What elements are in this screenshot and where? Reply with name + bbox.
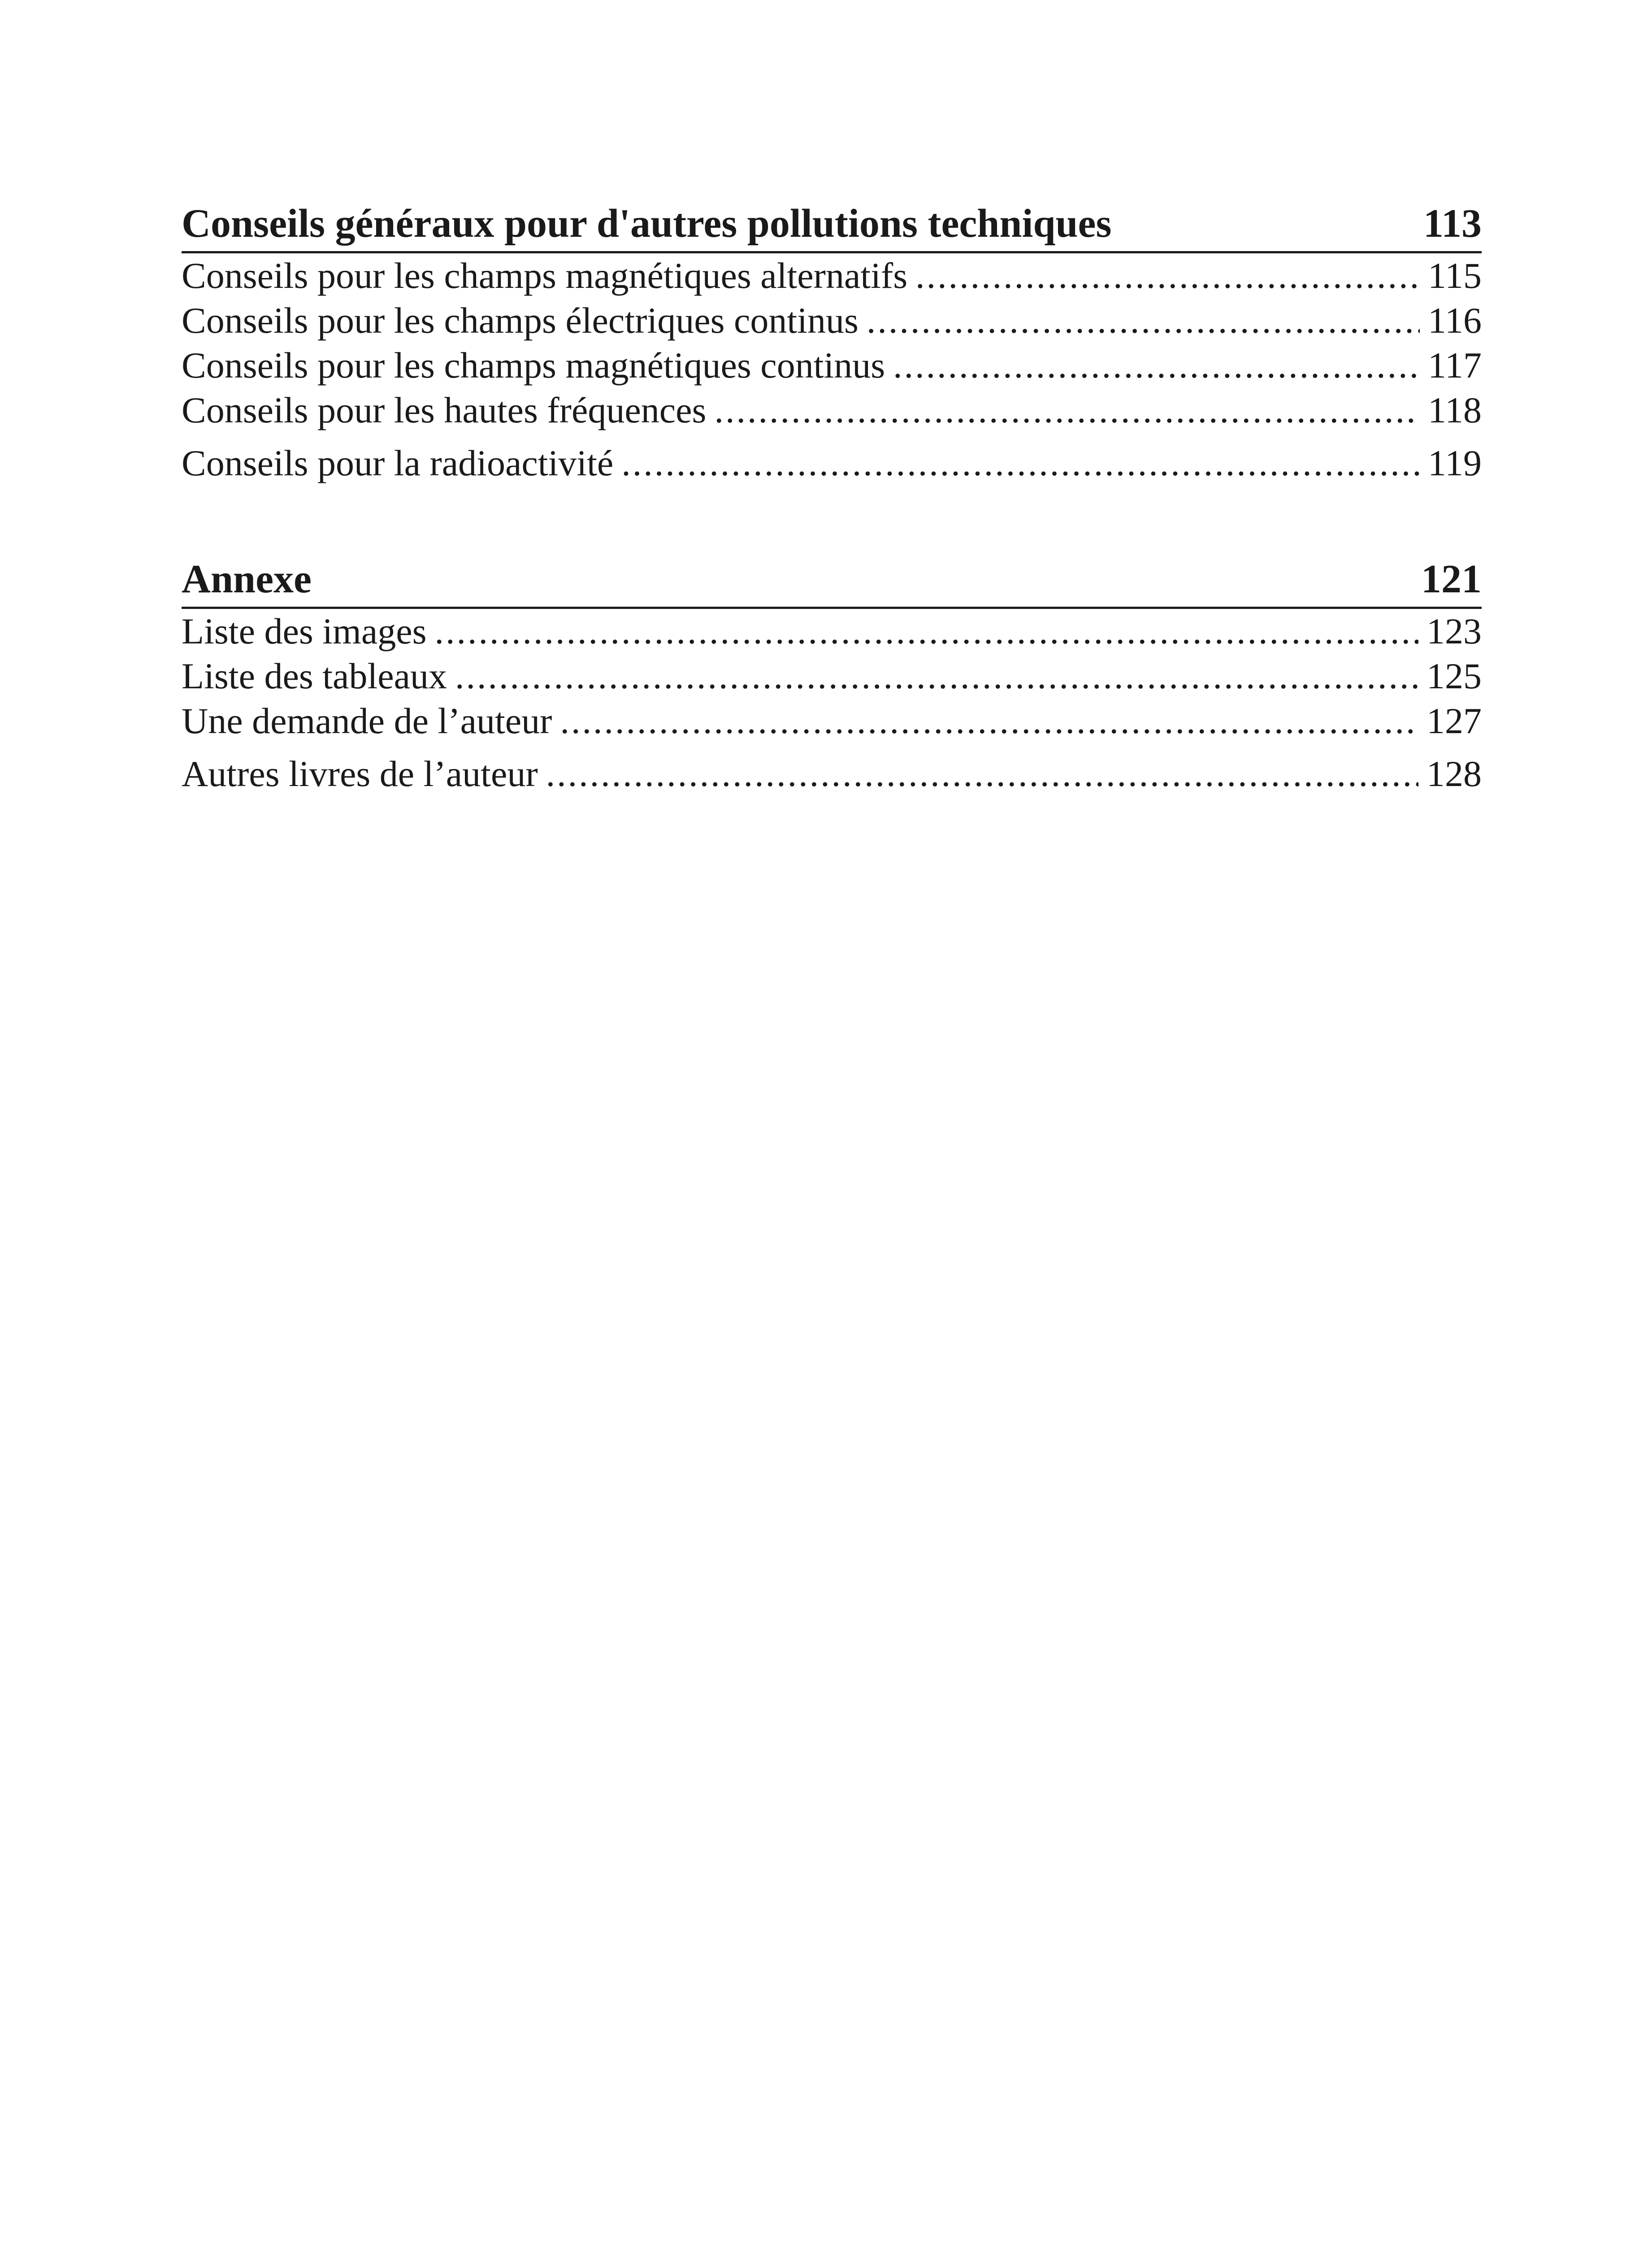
toc-entry-page: 117 xyxy=(1428,345,1482,386)
toc-entry-title: Liste des tableaux xyxy=(182,656,447,696)
dot-leader xyxy=(621,441,1420,486)
dot-leader xyxy=(546,752,1418,796)
toc-entry-title: Liste des images xyxy=(182,611,427,652)
toc-entry-title: Conseils pour les champs magnétiques alternatifs xyxy=(182,255,908,296)
dot-leader xyxy=(915,253,1420,298)
toc-entry[interactable] xyxy=(182,253,1482,298)
toc-entry[interactable] xyxy=(182,654,1482,699)
toc-entry-list xyxy=(182,253,1482,486)
section-heading xyxy=(182,197,1482,253)
toc-entry-page: 127 xyxy=(1427,700,1482,741)
toc-section xyxy=(182,553,1482,796)
toc-entry-title: Conseils pour les hautes fréquences xyxy=(182,390,707,430)
toc-entry-title: Une demande de l’auteur xyxy=(182,700,552,741)
toc-entry[interactable] xyxy=(182,388,1482,433)
toc-entry[interactable] xyxy=(182,441,1482,486)
toc-entry[interactable] xyxy=(182,699,1482,743)
toc-section xyxy=(182,197,1482,486)
toc-entry-list xyxy=(182,609,1482,796)
toc-entry-page: 128 xyxy=(1427,753,1482,794)
toc-entry-page: 116 xyxy=(1428,300,1482,341)
toc-entry-page: 125 xyxy=(1427,656,1482,696)
dot-leader xyxy=(435,609,1418,654)
dot-leader xyxy=(560,699,1418,743)
toc-entry-title: Conseils pour les champs magnétiques continus xyxy=(182,345,885,386)
section-page-number: 121 xyxy=(1421,557,1482,601)
table-of-contents xyxy=(182,197,1482,796)
toc-entry-page: 119 xyxy=(1428,443,1482,483)
dot-leader xyxy=(893,343,1420,388)
toc-entry-title: Conseils pour les champs électriques continus xyxy=(182,300,859,341)
section-title: Conseils généraux pour d'autres pollutions techniques xyxy=(182,201,1112,246)
section-heading xyxy=(182,553,1482,609)
toc-entry-page: 118 xyxy=(1428,390,1482,430)
section-title: Annexe xyxy=(182,557,312,601)
toc-entry-page: 123 xyxy=(1427,611,1482,652)
toc-entry-title: Conseils pour la radioactivité xyxy=(182,443,614,483)
toc-entry[interactable] xyxy=(182,752,1482,796)
toc-entry-title: Autres livres de l’auteur xyxy=(182,753,538,794)
dot-leader xyxy=(714,388,1420,433)
section-page-number: 113 xyxy=(1423,201,1482,246)
toc-entry[interactable] xyxy=(182,343,1482,388)
toc-entry-page: 115 xyxy=(1428,255,1482,296)
dot-leader xyxy=(455,654,1418,699)
toc-entry[interactable] xyxy=(182,298,1482,343)
dot-leader xyxy=(867,298,1420,343)
toc-entry[interactable] xyxy=(182,609,1482,654)
